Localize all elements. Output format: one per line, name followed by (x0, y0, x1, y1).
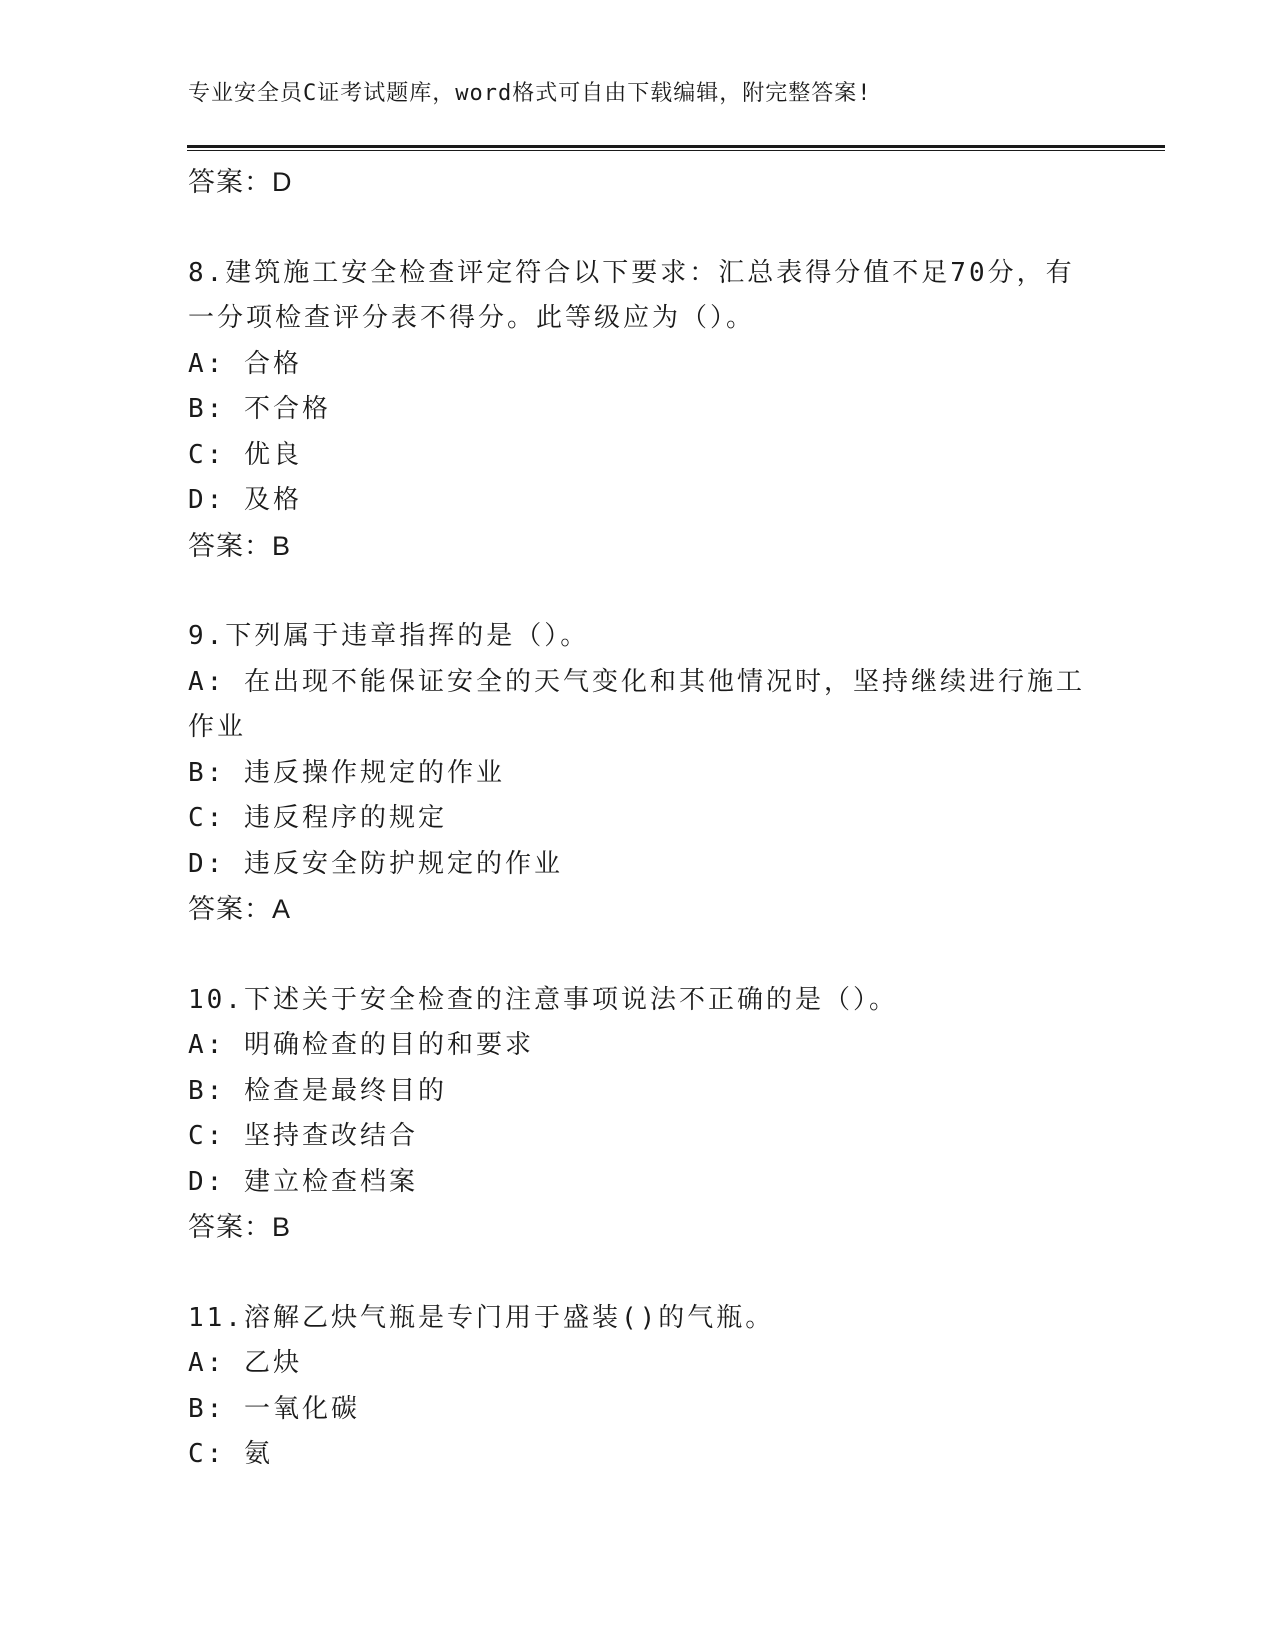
question-9 (188, 614, 1088, 933)
page-header: 专业安全员C证考试题库，word格式可自由下载编辑，附完整答案! (188, 81, 872, 106)
option-c: C: 氨 (188, 1439, 273, 1469)
option-b: B: 检查是最终目的 (188, 1075, 447, 1106)
spacer (188, 933, 1088, 978)
question-stem: 9.下列属于违章指挥的是（）。 (188, 621, 590, 651)
option-b: B: 不合格 (188, 394, 331, 424)
option-c: C: 违反程序的规定 (188, 803, 447, 833)
answer-line: 答案：B (188, 1212, 292, 1242)
question-11 (188, 1296, 1088, 1478)
answer-line: 答案：D (188, 167, 293, 197)
option-d: D: 及格 (188, 485, 302, 515)
option-c: C: 优良 (188, 439, 302, 470)
option-b: B: 违反操作规定的作业 (188, 757, 505, 788)
option-c: C: 坚持查改结合 (188, 1121, 418, 1151)
question-10 (188, 978, 1088, 1251)
option-d: D: 违反安全防护规定的作业 (188, 848, 563, 879)
header-rule-thick (187, 145, 1165, 148)
question-stem: 10.下述关于安全检查的注意事项说法不正确的是（）。 (188, 984, 898, 1015)
option-a: A: 乙炔 (188, 1348, 302, 1378)
question-content (188, 160, 1088, 1478)
option-a-cont: 作业 (188, 712, 247, 742)
answer-line: 答案：B (188, 530, 292, 561)
spacer (188, 206, 1088, 251)
question-stem: 11.溶解乙炔气瓶是专门用于盛装()的气瓶。 (188, 1302, 775, 1333)
question-stem-cont: 一分项检查评分表不得分。此等级应为（）。 (188, 303, 756, 333)
answer-line: 答案：A (188, 894, 292, 924)
spacer (188, 569, 1088, 614)
option-a: A: 合格 (188, 348, 302, 379)
header-rule-thin (187, 150, 1165, 151)
option-a: A: 明确检查的目的和要求 (188, 1030, 534, 1060)
option-a: A: 在出现不能保证安全的天气变化和其他情况时，坚持继续进行施工 (188, 666, 1085, 697)
spacer (188, 1251, 1088, 1296)
question-8 (188, 251, 1088, 570)
option-b: B: 一氧化碳 (188, 1393, 360, 1424)
question-stem: 8.建筑施工安全检查评定符合以下要求：汇总表得分值不足70分，有 (188, 257, 1075, 288)
option-d: D: 建立检查档案 (188, 1166, 418, 1197)
